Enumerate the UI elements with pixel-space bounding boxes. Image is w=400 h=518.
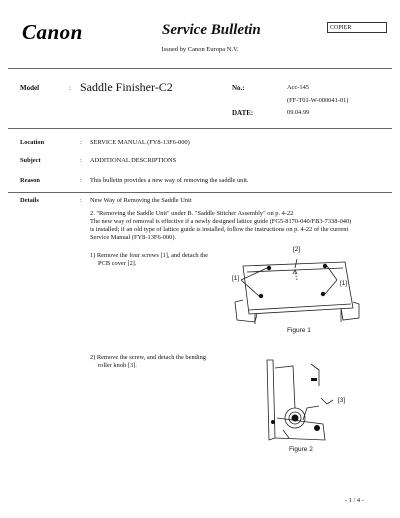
subject-colon: : bbox=[80, 157, 82, 164]
model-value: Saddle Finisher-C2 bbox=[80, 80, 173, 94]
location-value: SERVICE MANUAL (FY8-13F6-000) bbox=[90, 139, 190, 146]
details-colon: : bbox=[80, 197, 82, 204]
figure-1-callout-1-right: [1] bbox=[340, 280, 348, 287]
reason-rule bbox=[8, 192, 392, 193]
canon-logo: Canon bbox=[22, 20, 83, 44]
figure-2-caption: Figure 2 bbox=[289, 446, 313, 453]
figure-1-callout-2: [2] bbox=[293, 246, 301, 253]
header-rule bbox=[8, 68, 392, 69]
step-2-line-2: roller knob [3]. bbox=[98, 362, 137, 369]
subject-value: ADDITIONAL DESCRIPTIONS bbox=[90, 157, 177, 164]
model-label: Model bbox=[20, 84, 40, 92]
location-label: Location bbox=[20, 139, 45, 146]
no-label: No.: bbox=[232, 84, 245, 92]
bulletin-title: Service Bulletin bbox=[162, 22, 261, 38]
step-1-line-2: PCB cover [2]. bbox=[98, 260, 137, 267]
figure-1-illustration bbox=[225, 244, 370, 326]
figure-1-callout-1-left: [1] bbox=[232, 275, 240, 282]
details-label: Details bbox=[20, 197, 39, 204]
subject-label: Subject bbox=[20, 157, 41, 164]
model-colon: : bbox=[69, 84, 71, 92]
figure-1-caption: Figure 1 bbox=[287, 327, 311, 334]
date-value: 09.04.99 bbox=[287, 109, 310, 116]
reason-colon: : bbox=[80, 177, 82, 184]
location-colon: : bbox=[80, 139, 82, 146]
reason-value: This bulletin provides a new way of removing the saddle unit. bbox=[90, 177, 249, 184]
details-value: New Way of Removing the Saddle Unit bbox=[90, 197, 192, 204]
no-code: (FF-T01-W-000041-01) bbox=[287, 97, 349, 104]
no-value: Acc-145 bbox=[287, 84, 310, 91]
paragraph-line-1: 2. "Removing the Saddle Unit" under B. "Saddle Stitcher Assembly" on p. 4-22 bbox=[90, 210, 294, 217]
page-number: - 1 / 4 - bbox=[345, 497, 364, 504]
category-box: COPIER bbox=[327, 22, 387, 33]
model-rule bbox=[8, 128, 392, 129]
issued-by: Issued by Canon Europa N.V. bbox=[161, 46, 239, 53]
paragraph-line-4: Service Manual (FY8-13F6-000). bbox=[90, 234, 177, 241]
step-2-line-1: 2) Remove the screw, and detach the bending bbox=[90, 354, 206, 361]
figure-2-callout-3: [3] bbox=[338, 397, 346, 404]
paragraph-line-2: The new way of removal is effective if a newly designed lattice guide (FG5-8170-040/FB3-7338-040) bbox=[90, 218, 352, 225]
reason-label: Reason bbox=[20, 177, 40, 184]
step-1-line-1: 1) Remove the four screws [1], and detach the bbox=[90, 252, 209, 259]
date-label: DATE: bbox=[232, 109, 254, 117]
paragraph-line-3: is installed; if an old type of lattice guide is installed, follow the instructions on p. 4-22 of the current bbox=[90, 226, 349, 233]
